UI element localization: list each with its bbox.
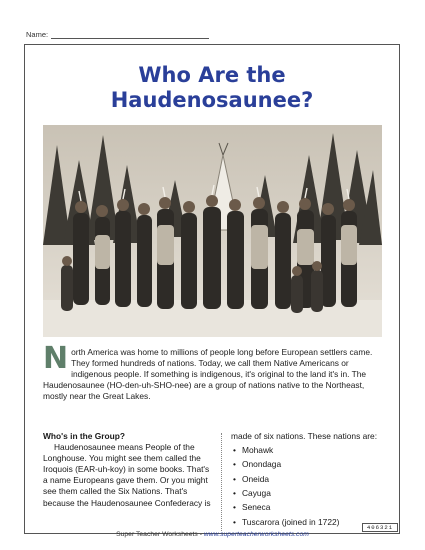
drop-cap: N xyxy=(43,341,69,376)
nations-list xyxy=(231,445,381,528)
list-item: • Tuscarora (joined in 1722) xyxy=(233,516,340,527)
footer-brand: Super Teacher Worksheets - xyxy=(116,531,204,538)
bullet-icon: • xyxy=(233,445,236,456)
bullet-icon: • xyxy=(233,459,236,470)
section-heading: Who's in the Group? xyxy=(43,431,126,441)
bullet-icon: • xyxy=(233,516,236,527)
group-photo xyxy=(43,125,382,337)
title-line-1: Who Are the xyxy=(138,63,286,87)
group-photo-illustration xyxy=(43,125,382,337)
footer-url-link[interactable]: www.superteacherworksheets.com xyxy=(203,531,309,538)
intro-paragraph xyxy=(43,341,382,402)
bullet-icon: • xyxy=(233,487,236,498)
left-column xyxy=(43,431,213,509)
intro-text: orth America was home to millions of people long before European settlers came. They formed hundreds of nations. Today, we call them Native Americans or indigenous people. If something is indigenous, it's original to the land it's in. The Haudenosaunee (HO-den-uh-SHO-nee) are a group of nations native to the Northeast, mostly near the Great Lakes. xyxy=(43,347,373,402)
name-field xyxy=(26,30,209,39)
list-item: • Seneca xyxy=(233,502,271,513)
bullet-icon: • xyxy=(233,502,236,513)
page-title xyxy=(25,63,399,113)
bullet-icon: • xyxy=(233,473,236,484)
column-divider xyxy=(221,433,222,531)
name-blank-line[interactable] xyxy=(51,30,209,39)
footer xyxy=(0,531,425,538)
right-column xyxy=(231,431,381,531)
section-paragraph: Haudenosaunee means People of the Longhouse. You might see them called the Iroquois (EAR-uh-koy) in some books. That's a name Europeans gave them. Or you might see them called the Six Nations. That's because the Haudenosaunee Confederacy is xyxy=(43,442,211,508)
list-item: • Onondaga xyxy=(233,459,282,470)
title-line-2: Haudenosaunee? xyxy=(110,88,314,112)
list-item: • Cayuga xyxy=(233,487,271,498)
list-item: • Oneida xyxy=(233,473,270,484)
worksheet-frame xyxy=(24,44,400,534)
list-item: • Mohawk xyxy=(233,445,274,456)
section-continuation: made of six nations. These nations are: xyxy=(231,431,378,441)
name-label: Name: xyxy=(26,30,49,39)
worksheet-code: 406321 xyxy=(362,523,398,532)
